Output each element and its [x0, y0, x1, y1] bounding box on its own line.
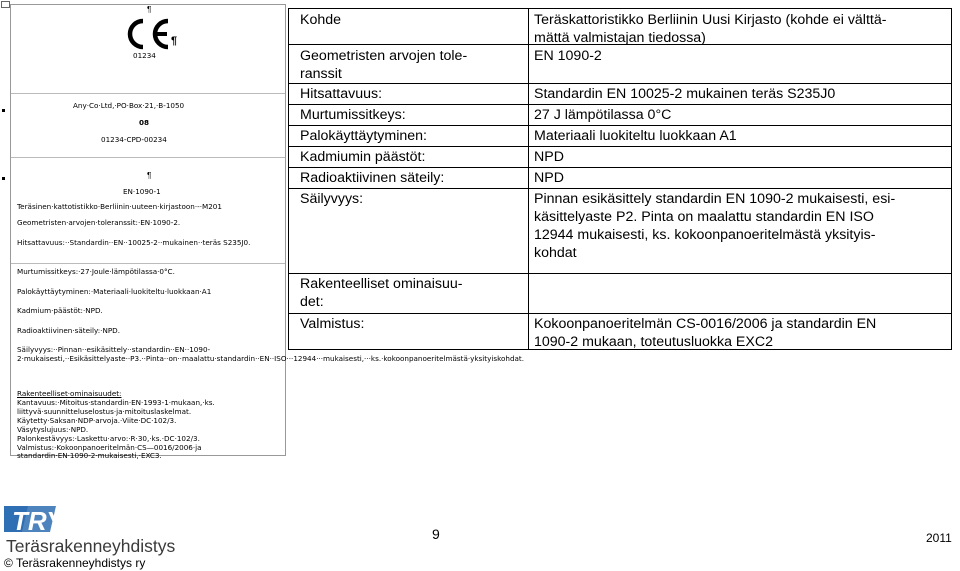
spec-value: Pinnan esikäsittely standardin EN 1090-2 mukaisesti, esi- käsittelyaste P2. Pinta on maalattu standardin EN ISO 12944 mukaisesti, ks. kokoonpanoeritelmästä yksityis- kohdat	[534, 191, 896, 261]
row-divider	[289, 104, 951, 105]
spec-value: EN 1090-2	[534, 48, 602, 64]
pilcrow-mark: ¶	[171, 35, 178, 47]
column-divider	[528, 9, 529, 349]
label-struct-title: Rakenteelliset·ominaisuudet:	[17, 389, 122, 398]
spec-value: 27 J lämpötilassa 0°C	[534, 107, 672, 123]
copyright-text: © Teräsrakenneyhdistys ry	[4, 556, 146, 570]
logo-org: Teräsrakenneyhdistys	[6, 536, 176, 556]
row-divider	[289, 313, 951, 314]
company-address: Any·Co·Ltd,·PO·Box·21,·B-1050	[73, 101, 185, 110]
label-year: 08	[139, 118, 150, 127]
label-durability: Säilyvyys:··Pinnan··esikäsittely··standardin··EN··1090-2·mukaisesti,··Esikäsittelyaste··P3.··Pinta··on··maalattu·standardin··EN··ISO···12944···mukaisesti,···ks.·kokoonpanoeritelmästä·yksityiskohdat.	[17, 345, 525, 363]
label-struct-line: Käytetty·Saksan·NDP·arvoja.·Viite·DC·102/3.	[17, 416, 177, 425]
spec-value: NPD	[534, 170, 564, 186]
label-fire: Palokäyttäytyminen:·Materiaali·luokiteltu·luokkaan·A1	[17, 287, 212, 296]
pilcrow-mark: ¶	[147, 5, 152, 14]
label-radio: Radioaktiivinen·säteily:·NPD.	[17, 326, 120, 335]
spec-value: NPD	[534, 149, 564, 165]
spec-key: Säilyvyys:	[300, 191, 364, 207]
ce-mark-icon	[123, 17, 173, 51]
page-number: 9	[432, 526, 440, 542]
label-struct-line: Palonkestävyys:·Laskettu·arvo:·R·30,·ks.·DC·102/3.	[17, 434, 200, 443]
label-cadmium: Kadmium·päästöt:·NPD.	[17, 306, 103, 315]
row-divider	[289, 125, 951, 126]
label-material: Hitsattavuus:··Standardin··EN··10025-2··mukainen··teräs S235J0.	[17, 238, 251, 247]
spec-key: Murtumissitkeys:	[300, 107, 406, 123]
spec-key: Rakenteelliset ominaisuu- det:	[300, 276, 463, 310]
certificate-number: 01234-CPD-00234	[101, 135, 167, 144]
row-divider	[289, 188, 951, 189]
notified-body-number: 01234	[133, 51, 156, 60]
try-logo-icon	[4, 504, 180, 556]
label-target: Teräsinen·kattotistikko·Berliinin·uuteen·kirjastoon·-·M201	[17, 202, 222, 211]
pilcrow-mark: ¶	[147, 171, 152, 180]
spec-value: Kokoonpanoeritelmän CS-0016/2006 ja standardin EN 1090-2 mukaan, toteutusluokka EXC2	[534, 316, 877, 350]
anchor-icon	[1, 1, 10, 8]
label-struct-line: Kantavuus:·Mitoitus·standardin·EN·1993-1·mukaan,·ks.	[17, 398, 215, 407]
label-struct-line: liittyvä·suunnitteluselostus·ja·mitoituslaskelmat.	[17, 407, 192, 416]
label-struct-line: Väsytyslujuus:·NPD.	[17, 425, 89, 434]
footer-year: 2011	[926, 531, 952, 545]
label-toughness: Murtumissitkeys:·27·Joule·lämpötilassa·0°C.	[17, 267, 175, 276]
row-divider	[289, 83, 951, 84]
logo-word: TRY	[12, 506, 64, 536]
spec-key: Radioaktiivinen säteily:	[300, 170, 445, 186]
row-divider	[289, 146, 951, 147]
spec-key: Geometristen arvojen tole- ranssit	[300, 48, 468, 82]
row-divider	[289, 273, 951, 274]
spec-value: Standardin EN 10025-2 mukainen teräs S235J0	[534, 86, 836, 102]
label-struct-line: standardin·EN·1090-2·mukaisesti,·EXC3.	[17, 451, 162, 460]
spec-key: Kohde	[300, 12, 342, 28]
spec-key: Palokäyttäytyminen:	[300, 128, 427, 144]
try-logo	[4, 504, 180, 556]
spec-key: Valmistus:	[300, 316, 365, 332]
label-standard: EN·1090-1	[123, 187, 161, 196]
spec-value: Materiaali luokiteltu luokkaan A1	[534, 128, 737, 144]
spec-key: Hitsattavuus:	[300, 86, 383, 102]
spec-key: Kadmiumin päästöt:	[300, 149, 426, 165]
label-struct-line: Valmistus:·Kokoonpanoeritelmän·CS—0016/2006·ja	[17, 443, 202, 452]
spec-table	[288, 8, 952, 350]
row-divider	[289, 167, 951, 168]
label-geometry: Geometristen·arvojen·toleranssit:·EN·1090-2.	[17, 218, 181, 227]
spec-value: Teräskattoristikko Berliinin Uusi Kirjasto (kohde ei välttä- mättä valmistajan tiedossa)	[534, 12, 887, 46]
